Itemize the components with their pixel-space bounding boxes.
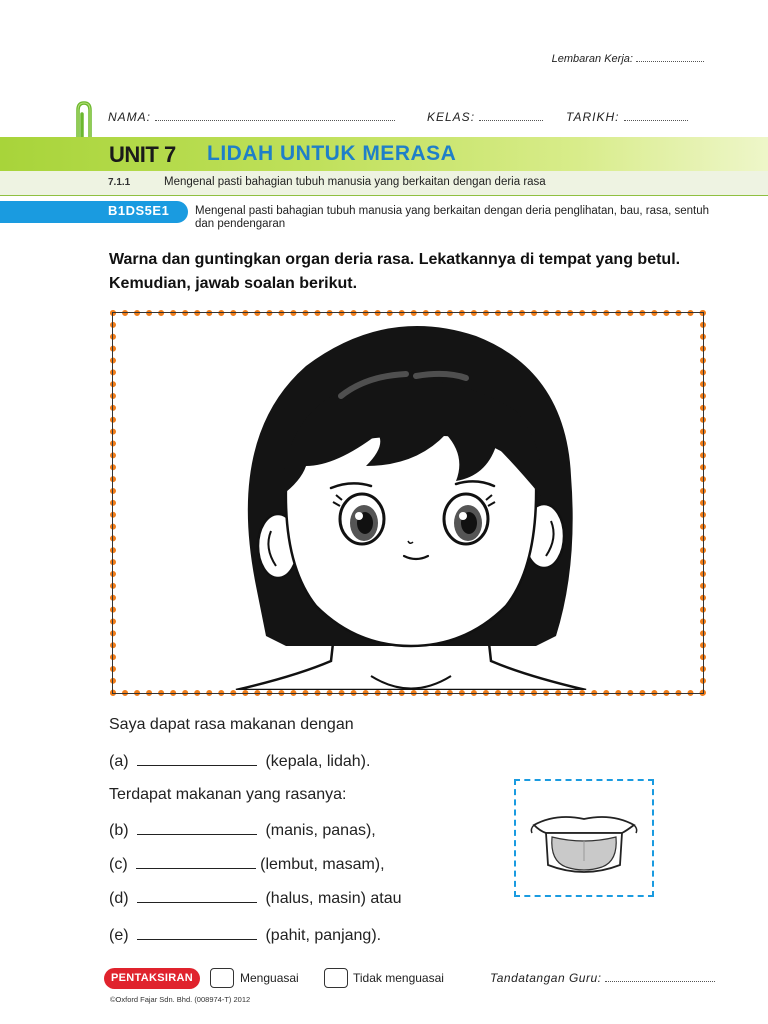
menguasai-label: Menguasai	[240, 971, 299, 985]
question-b-label: (b)	[109, 822, 129, 839]
question-intro-2: Terdapat makanan yang rasanya:	[109, 786, 347, 803]
band-code: B1DS5E1	[108, 203, 170, 218]
menguasai-checkbox[interactable]	[210, 968, 234, 988]
tidak-menguasai-checkbox[interactable]	[324, 968, 348, 988]
nama-field-group	[108, 110, 395, 124]
tarikh-field-group	[566, 110, 688, 124]
nama-field[interactable]	[155, 111, 395, 121]
answer-c-blank[interactable]	[136, 855, 256, 869]
girl-face-illustration	[116, 316, 700, 690]
tandatangan-field[interactable]	[605, 972, 715, 982]
kelas-label: KELAS:	[427, 110, 476, 124]
unit-number: UNIT 7	[109, 142, 176, 167]
question-e-options: (pahit, panjang).	[265, 927, 382, 944]
instruction-text: Warna dan guntingkan organ deria rasa. Lekatkannya di tempat yang betul. Kemudian, jawab soalan berikut.	[109, 251, 681, 292]
standard-code: 7.1.1	[108, 177, 131, 188]
tandatangan-guru	[490, 971, 715, 985]
question-c	[109, 855, 385, 874]
pentaksiran-badge: PENTAKSIRAN	[104, 968, 200, 989]
tidak-menguasai-label: Tidak menguasai	[353, 971, 444, 985]
lembaran-kerja	[552, 52, 704, 65]
question-a-options: (kepala, lidah).	[265, 753, 371, 770]
question-c-options: (lembut, masam),	[260, 856, 385, 873]
question-e-label: (e)	[109, 927, 129, 944]
kelas-field-group	[427, 110, 543, 124]
question-b	[109, 821, 376, 840]
tandatangan-label: Tandatangan Guru:	[490, 971, 602, 985]
question-d	[109, 889, 402, 908]
face-frame	[110, 310, 706, 696]
lembaran-field[interactable]	[636, 52, 704, 62]
question-d-label: (d)	[109, 890, 129, 907]
answer-a-blank[interactable]	[137, 752, 257, 766]
question-a-label: (a)	[109, 753, 129, 770]
cutout-box[interactable]	[514, 779, 654, 897]
question-intro-1: Saya dapat rasa makanan dengan	[109, 716, 354, 733]
tarikh-label: TARIKH:	[566, 110, 620, 124]
tarikh-field[interactable]	[624, 111, 688, 121]
divider	[0, 195, 768, 196]
standard-text: Mengenal pasti bahagian tubuh manusia yang berkaitan dengan deria rasa	[164, 176, 546, 188]
question-a	[109, 752, 370, 771]
lembaran-label: Lembaran Kerja:	[551, 53, 633, 65]
answer-d-blank[interactable]	[137, 889, 257, 903]
question-e	[109, 926, 381, 945]
answer-b-blank[interactable]	[137, 821, 257, 835]
question-b-options: (manis, panas),	[265, 822, 376, 839]
answer-e-blank[interactable]	[137, 926, 257, 940]
copyright-text: ©Oxford Fajar Sdn. Bhd. (008974-T) 2012	[110, 995, 251, 1004]
nama-label: NAMA:	[108, 110, 152, 124]
kelas-field[interactable]	[479, 111, 543, 121]
band-description: Mengenal pasti bahagian tubuh manusia yang berkaitan dengan deria penglihatan, bau, rasa, sentuh dan pendengaran	[195, 205, 710, 230]
tongue-mouth-icon	[526, 805, 642, 875]
question-d-options: (halus, masin) atau	[265, 890, 402, 907]
question-c-label: (c)	[109, 856, 128, 873]
unit-title: LIDAH UNTUK MERASA	[207, 142, 457, 165]
